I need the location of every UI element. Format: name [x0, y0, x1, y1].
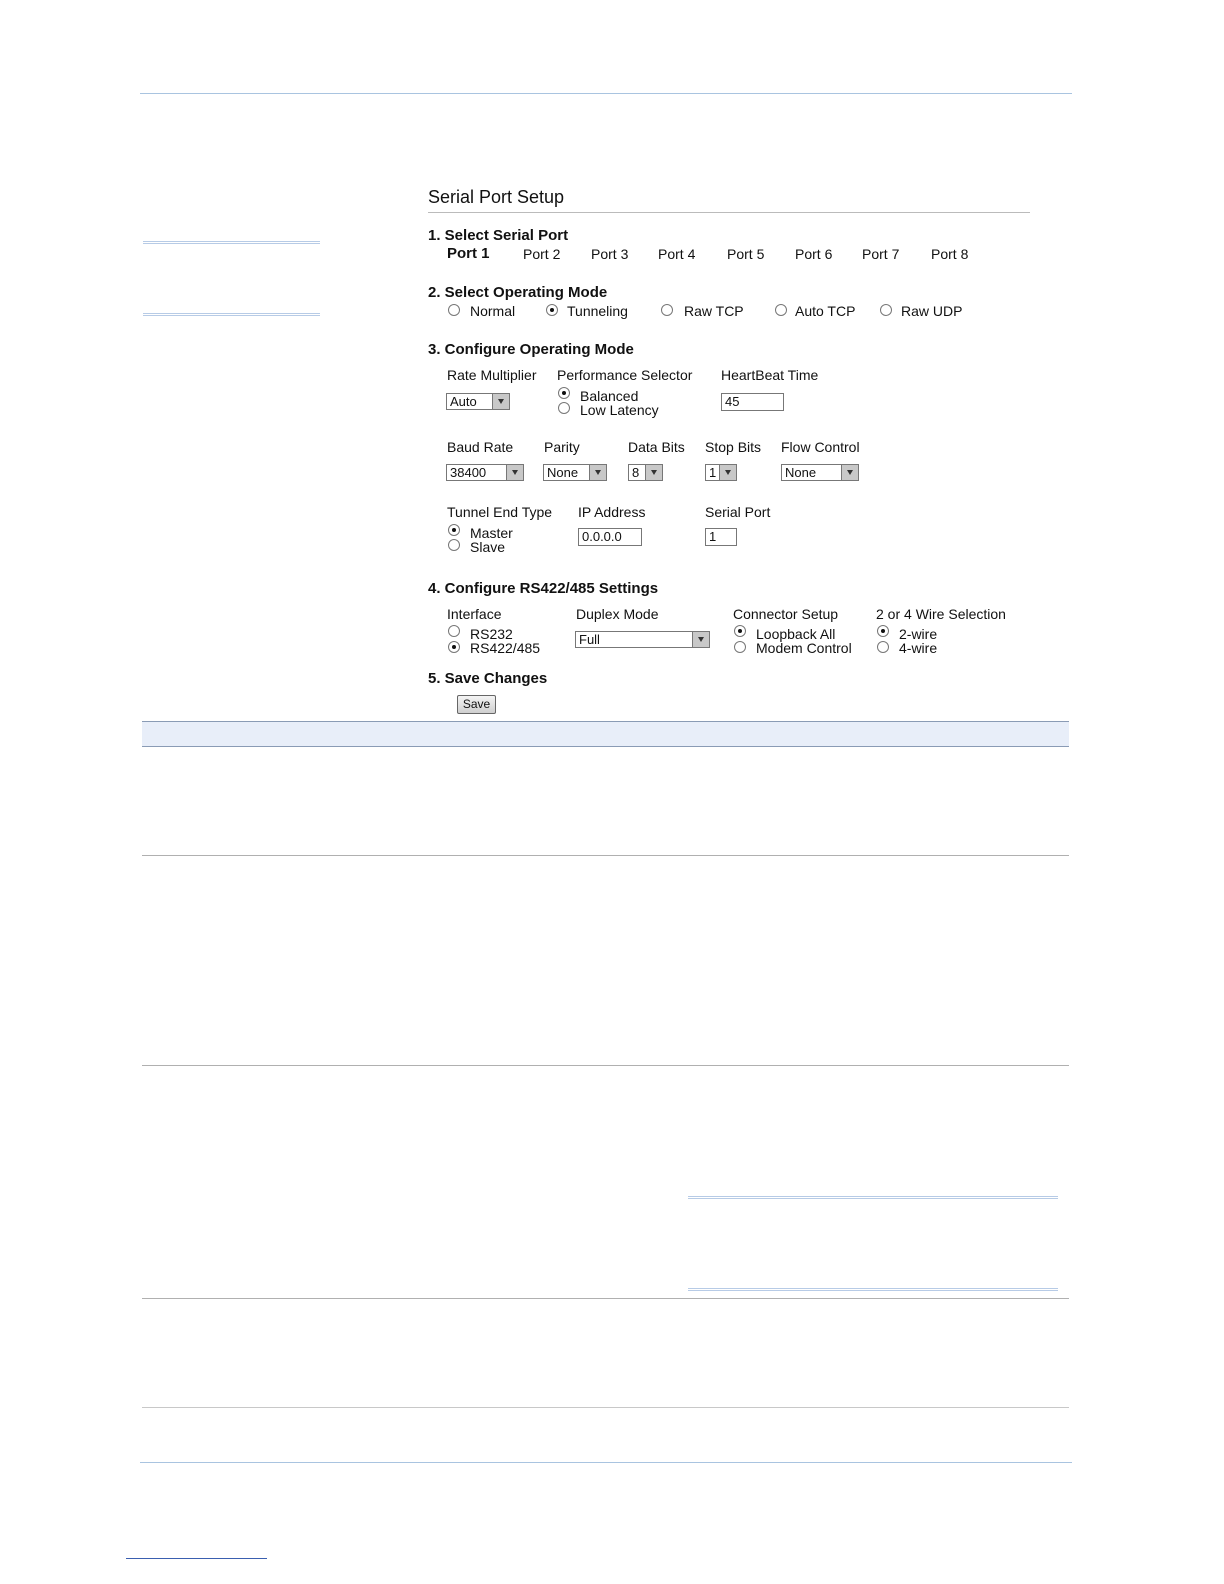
table-row-rule-2	[142, 1065, 1069, 1066]
ip-address-input[interactable]: 0.0.0.0	[578, 528, 642, 546]
table-header-band	[142, 721, 1069, 747]
stop-bits-select[interactable]	[705, 464, 737, 481]
parity-value: None	[547, 465, 579, 480]
parity-label: Parity	[544, 439, 580, 455]
connector-modem-label: Modem Control	[756, 640, 852, 656]
page-title: Serial Port Setup	[428, 187, 565, 207]
section1-heading: 1. Select Serial Port	[428, 227, 569, 244]
rate-multiplier-label: Rate Multiplier	[447, 367, 537, 383]
title-divider	[428, 212, 1030, 213]
inner-rule-2	[688, 1288, 1058, 1291]
mode-auto-tcp-radio[interactable]	[775, 304, 787, 316]
mode-raw-tcp-label: Raw TCP	[684, 303, 744, 319]
port-8-link[interactable]: Port 8	[931, 246, 969, 262]
wire-2-radio[interactable]	[877, 625, 889, 637]
duplex-mode-value: Full	[579, 632, 600, 647]
chevron-down-icon	[841, 465, 858, 480]
data-bits-select[interactable]	[628, 464, 663, 481]
flow-control-label: Flow Control	[781, 439, 860, 455]
heartbeat-input[interactable]: 45	[721, 393, 784, 411]
sidebar-rule-1	[143, 241, 320, 244]
mode-normal-label: Normal	[470, 303, 516, 319]
interface-rs232-label: RS232	[470, 626, 513, 642]
inner-rule-1	[688, 1196, 1058, 1199]
tunnel-master-label: Master	[470, 525, 513, 541]
port-4-link[interactable]: Port 4	[658, 246, 696, 262]
sidebar-rule-2	[143, 313, 320, 316]
port-6-link[interactable]: Port 6	[795, 246, 833, 262]
baud-rate-select[interactable]	[446, 464, 524, 481]
chevron-down-icon	[506, 465, 523, 480]
performance-selector-label: Performance Selector	[557, 367, 693, 383]
mode-raw-udp-label: Raw UDP	[901, 303, 963, 319]
section5-heading: 5. Save Changes	[428, 670, 548, 687]
tunnel-end-type-label: Tunnel End Type	[447, 504, 553, 520]
flow-control-select[interactable]	[781, 464, 859, 481]
wire-4-radio[interactable]	[877, 641, 889, 653]
baud-rate-value: 38400	[450, 465, 487, 480]
chevron-down-icon	[692, 632, 709, 647]
interface-rs232-radio[interactable]	[448, 625, 460, 637]
stop-bits-value: 1	[709, 465, 717, 480]
connector-modem-radio[interactable]	[734, 641, 746, 653]
tunnel-slave-radio[interactable]	[448, 539, 460, 551]
connector-setup-label: Connector Setup	[733, 606, 839, 622]
table-row-rule-1	[142, 855, 1069, 856]
section2-heading: 2. Select Operating Mode	[428, 284, 608, 301]
section4-heading: 4. Configure RS422/485 Settings	[428, 580, 659, 597]
wire-4-label: 4-wire	[899, 640, 938, 656]
rate-multiplier-select[interactable]	[446, 393, 510, 410]
chevron-down-icon	[719, 465, 736, 480]
chevron-down-icon	[492, 394, 509, 409]
connector-loopback-label: Loopback All	[756, 626, 836, 642]
port-1-link[interactable]: Port 1	[447, 245, 490, 262]
tunnel-master-radio[interactable]	[448, 524, 460, 536]
port-7-link[interactable]: Port 7	[862, 246, 900, 262]
table-row-rule-3	[142, 1298, 1069, 1299]
baud-rate-label: Baud Rate	[447, 439, 514, 455]
mode-tunneling-label: Tunneling	[567, 303, 628, 319]
data-bits-label: Data Bits	[628, 439, 685, 455]
flow-control-value: None	[785, 465, 817, 480]
ip-address-label: IP Address	[578, 504, 646, 520]
page-bottom-rule	[140, 1462, 1072, 1463]
mode-raw-tcp-radio[interactable]	[661, 304, 673, 316]
parity-select[interactable]	[543, 464, 607, 481]
save-button[interactable]: Save	[457, 695, 496, 714]
interface-rs422-label: RS422/485	[470, 640, 541, 656]
serial-port-input[interactable]: 1	[705, 528, 737, 546]
perf-balanced-label: Balanced	[580, 388, 639, 404]
connector-loopback-radio[interactable]	[734, 625, 746, 637]
port-5-link[interactable]: Port 5	[727, 246, 765, 262]
wire-2-label: 2-wire	[899, 626, 938, 642]
interface-label: Interface	[447, 606, 502, 622]
stop-bits-label: Stop Bits	[705, 439, 762, 455]
mode-tunneling-radio[interactable]	[546, 304, 558, 316]
page-top-rule	[140, 93, 1072, 94]
perf-low-latency-label: Low Latency	[580, 402, 659, 418]
duplex-mode-label: Duplex Mode	[576, 606, 659, 622]
tunnel-slave-label: Slave	[470, 539, 506, 555]
chevron-down-icon	[645, 465, 662, 480]
section3-heading: 3. Configure Operating Mode	[428, 341, 634, 358]
serial-port-label: Serial Port	[705, 504, 771, 520]
interface-rs422-radio[interactable]	[448, 641, 460, 653]
mode-normal-radio[interactable]	[448, 304, 460, 316]
perf-low-latency-radio[interactable]	[558, 402, 570, 414]
mode-auto-tcp-label: Auto TCP	[795, 303, 856, 319]
rate-multiplier-value: Auto	[450, 394, 477, 409]
data-bits-value: 8	[632, 465, 640, 480]
wire-selection-label: 2 or 4 Wire Selection	[876, 606, 1006, 622]
footer-link-rule	[126, 1558, 267, 1559]
chevron-down-icon	[589, 465, 606, 480]
mode-raw-udp-radio[interactable]	[880, 304, 892, 316]
port-2-link[interactable]: Port 2	[523, 246, 561, 262]
heartbeat-label: HeartBeat Time	[721, 367, 819, 383]
duplex-mode-select[interactable]	[575, 631, 710, 648]
perf-balanced-radio[interactable]	[558, 387, 570, 399]
port-3-link[interactable]: Port 3	[591, 246, 629, 262]
table-row-rule-4	[142, 1407, 1069, 1408]
